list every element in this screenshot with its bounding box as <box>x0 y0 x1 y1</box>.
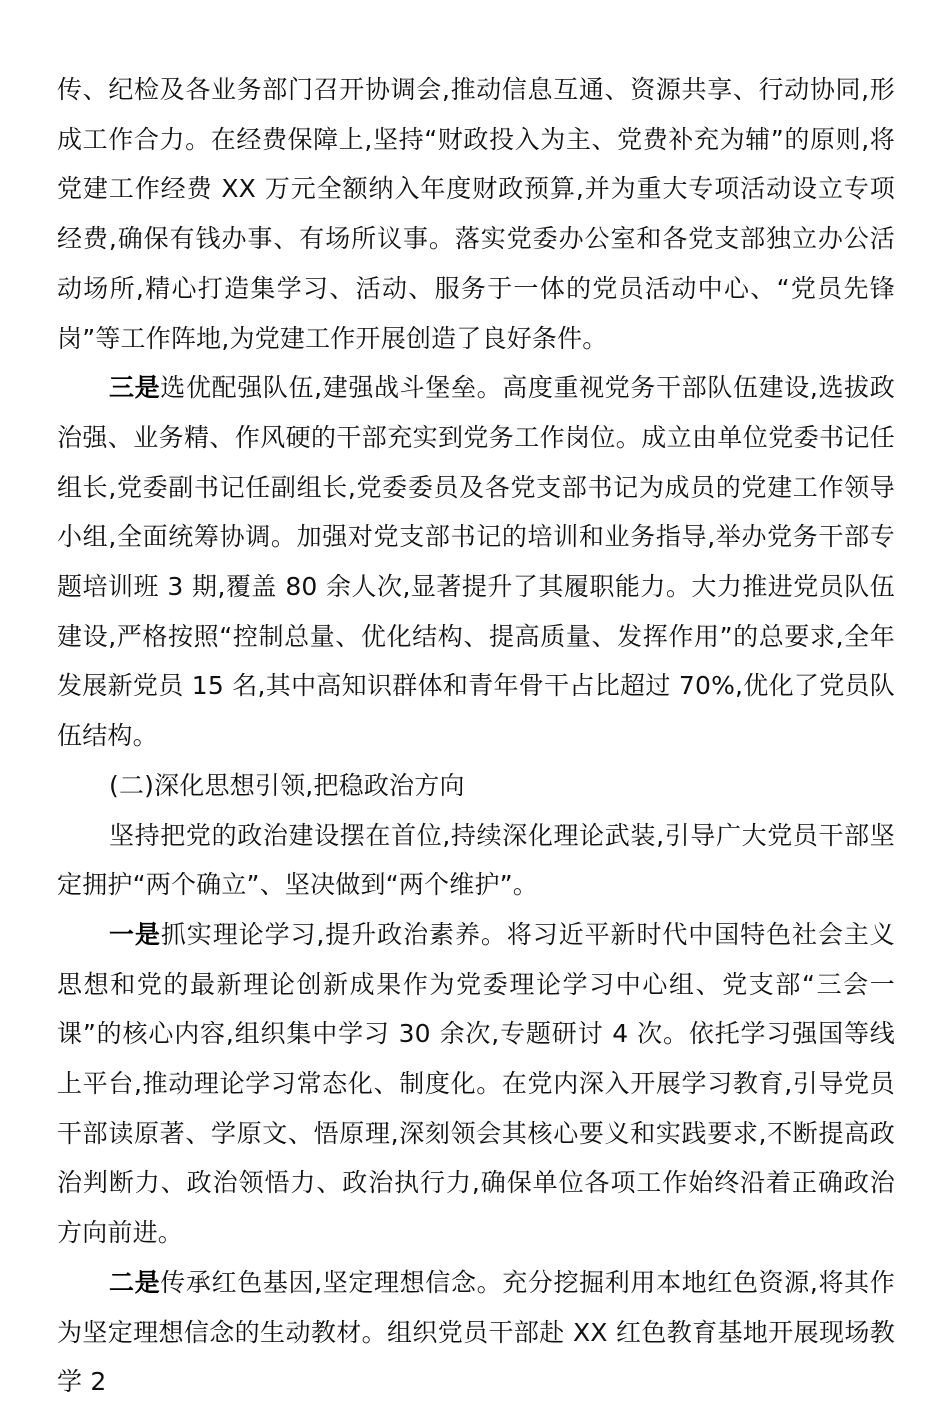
document-page <box>57 65 895 1407</box>
paragraph-item-three-team-building <box>57 363 895 761</box>
paragraph-text: 选优配强队伍,建强战斗堡垒。高度重视党务干部队伍建设,选拔政治强、业务精、作风硬的干部充实到党务工作岗位。成立由单位党委书记任组长,党委副书记任副组长,党委委员及各党支部书记为成员的党建工作领导小组,全面统筹协调。加强对党支部书记的培训和业务指导,举办党务干部专题培训班 3 期,覆盖 80 余人次,显著提升了其履职能力。大力推进党员队伍建设,严格按照“控制总量、优化结构、提高质量、发挥作用”的总要求,全年发展新党员 15 名,其中高知识群体和青年骨干占比超过 70%,优化了党员队伍结构。 <box>57 373 895 751</box>
paragraph-item-one-theory-study <box>57 910 895 1258</box>
paragraph-text: 传、纪检及各业务部门召开协调会,推动信息互通、资源共享、行动协同,形成工作合力。在经费保障上,坚持“财政投入为主、党费补充为辅”的原则,将党建工作经费 XX 万元全额纳入年度财政预算,并为重大专项活动设立专项经费,确保有钱办事、有场所议事。落实党委办公室和各党支部独立办公活动场所,精心打造集学习、活动、服务于一体的党员活动中心、“党员先锋岗”等工作阵地,为党建工作开展创造了良好条件。 <box>57 75 895 353</box>
paragraph-lead-label: 二是 <box>109 1267 161 1297</box>
paragraph-text: 坚持把党的政治建设摆在首位,持续深化理论武装,引导广大党员干部坚定拥护“两个确立”、坚决做到“两个维护”。 <box>57 820 895 900</box>
paragraph-section-intro <box>57 811 895 910</box>
paragraph-text: 传承红色基因,坚定理想信念。充分挖掘利用本地红色资源,将其作为坚定理想信念的生动教材。组织党员干部赴 XX 红色教育基地开展现场教学 2 <box>57 1267 895 1397</box>
paragraph-text: 抓实理论学习,提升政治素养。将习近平新时代中国特色社会主义思想和党的最新理论创新成果作为党委理论学习中心组、党支部“三会一课”的核心内容,组织集中学习 30 余次,专题研讨 4 次。依托学习强国等线上平台,推动理论学习常态化、制度化。在党内深入开展学习教育,引导党员干部读原著、学原文、悟原理,深刻领会其核心要义和实践要求,不断提高政治判断力、政治领悟力、政治执行力,确保单位各项工作始终沿着正确政治方向前进。 <box>57 919 895 1248</box>
section-heading-ideological-guidance: (二)深化思想引领,把稳政治方向 <box>109 770 465 800</box>
paragraph-lead-label: 三是 <box>109 373 161 403</box>
paragraph-item-two-red-genes <box>57 1258 895 1407</box>
paragraph-lead-label: 一是 <box>109 919 161 949</box>
paragraph-funding-and-venues <box>57 65 895 363</box>
